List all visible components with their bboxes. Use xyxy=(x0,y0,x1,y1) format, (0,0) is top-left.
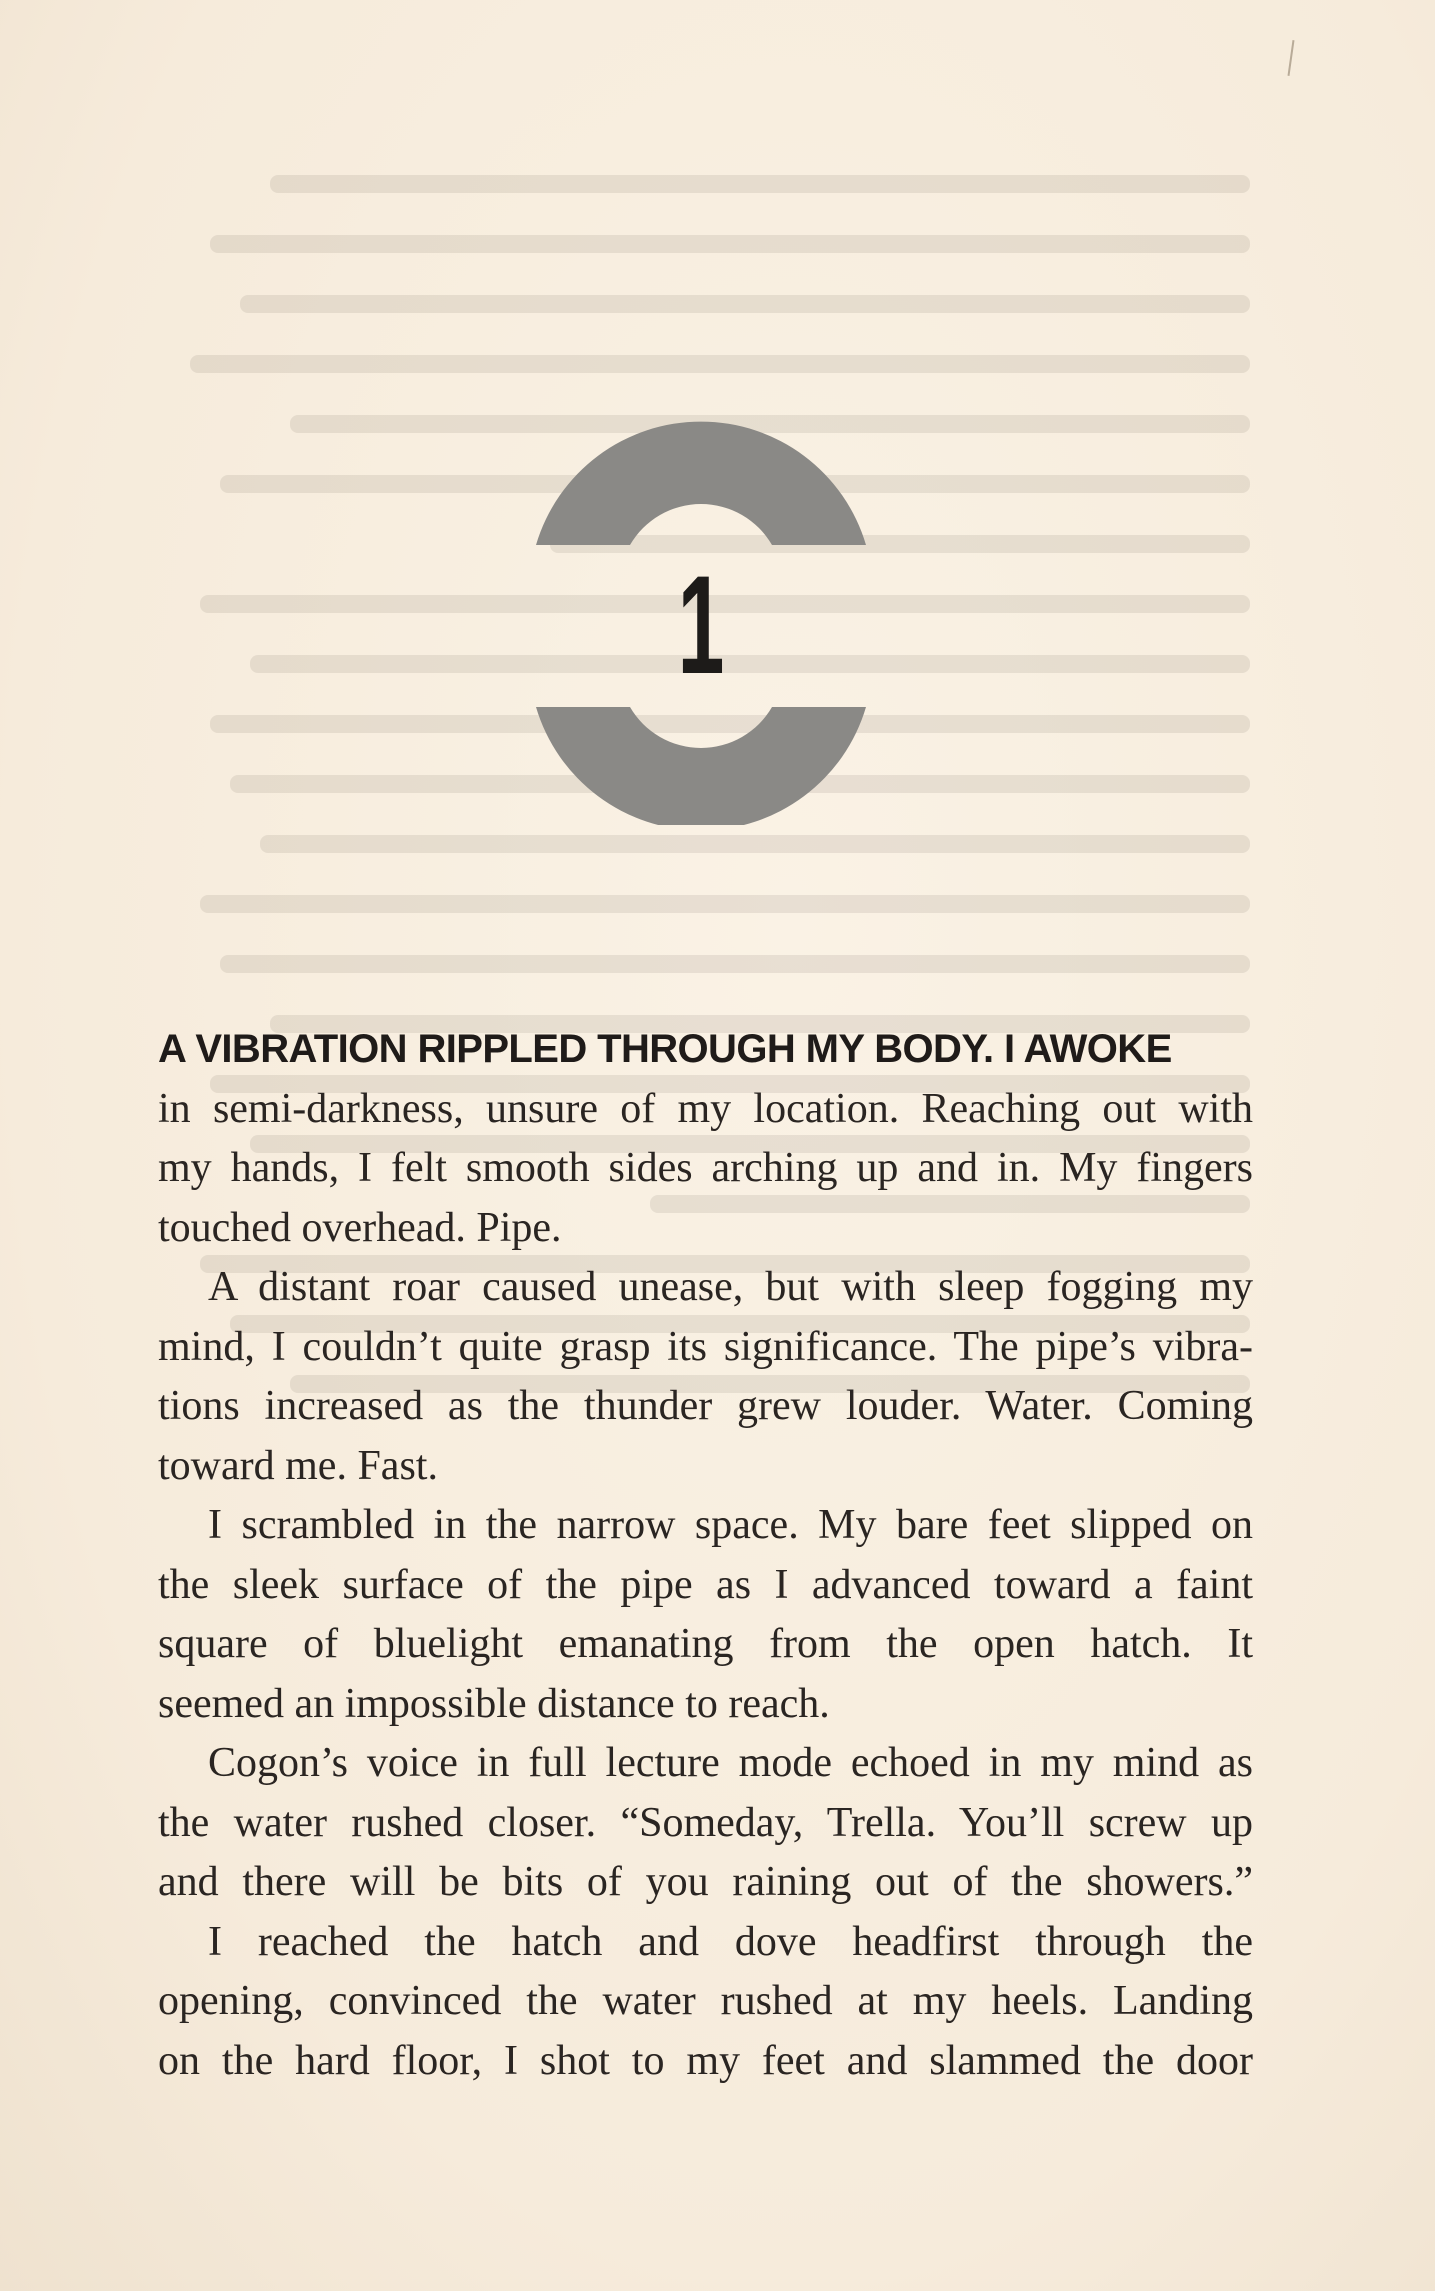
body-line: Cogon’s voice in full lecture mode echoed in my mind as xyxy=(208,1740,1253,1786)
body-line: touched overhead. Pipe. xyxy=(158,1204,562,1251)
body-line: on the hard floor, I shot to my feet and slammed the door xyxy=(158,2037,1253,2084)
body-line: mind, I couldn’t quite grasp its significance. The pipe’s vibra- xyxy=(158,1323,1253,1370)
body-line: the water rushed closer. “Someday, Trella. You’ll screw up xyxy=(158,1799,1253,1846)
body-line: toward me. Fast. xyxy=(158,1442,438,1489)
body-line: A distant roar caused unease, but with sleep fogging my xyxy=(208,1264,1253,1310)
body-line: square of bluelight emanating from the open hatch. It xyxy=(158,1621,1253,1667)
chapter-body-text xyxy=(158,1020,1253,2091)
body-line: seemed an impossible distance to reach. xyxy=(158,1680,830,1727)
body-line: my hands, I felt smooth sides arching up and in. My fingers xyxy=(158,1145,1253,1191)
body-line: and there will be bits of you raining out of the showers.” xyxy=(158,1859,1253,1905)
ring-upper-arc xyxy=(536,422,866,545)
chapter-heading-badge xyxy=(520,405,882,825)
body-line: I reached the hatch and dove headfirst through the xyxy=(208,1918,1253,1965)
chapter-number: 1 xyxy=(677,546,725,703)
opening-line-caps: A VIBRATION RIPPLED THROUGH MY BODY. I AWOKE xyxy=(158,1027,1172,1071)
body-line: opening, convinced the water rushed at my heels. Landing xyxy=(158,1978,1253,2024)
body-line: the sleek surface of the pipe as I advanced toward a faint xyxy=(158,1561,1253,1608)
body-line: tions increased as the thunder grew louder. Water. Coming xyxy=(158,1383,1253,1429)
ring-lower-arc xyxy=(536,707,866,825)
body-line: in semi-darkness, unsure of my location. Reaching out with xyxy=(158,1085,1253,1132)
margin-mark xyxy=(1288,40,1295,76)
body-line: I scrambled in the narrow space. My bare feet slipped on xyxy=(208,1502,1253,1548)
